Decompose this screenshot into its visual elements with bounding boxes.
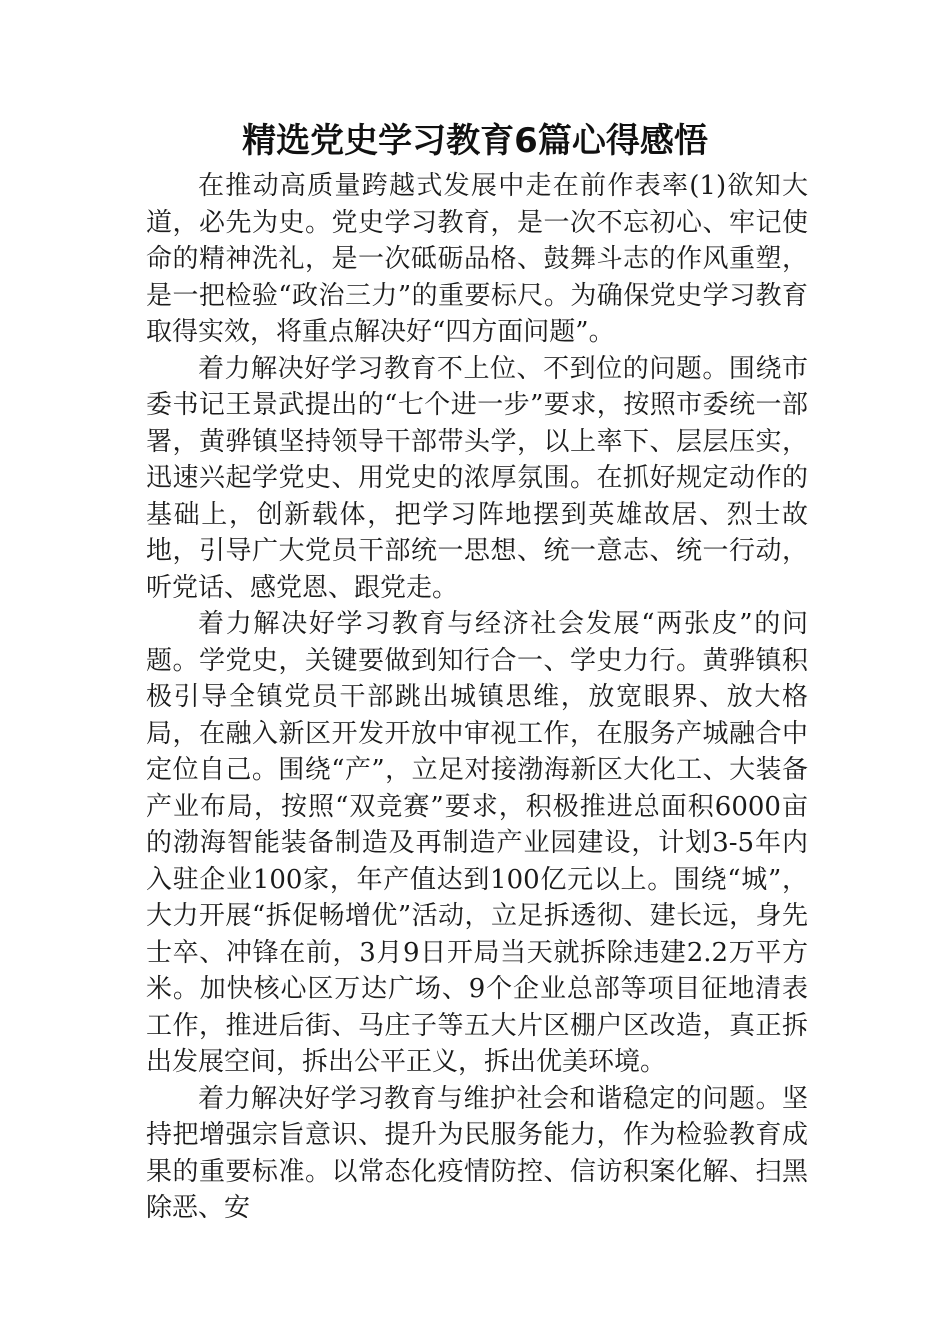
paragraph: 着力解决好学习教育与维护社会和谐稳定的问题。坚持把增强宗旨意识、提升为民服务能力，作为检验教育成果的重要标准。以常态化疫情防控、信访积案化解、扫黑除恶、安 xyxy=(146,1083,808,1223)
paragraph: 着力解决好学习教育与经济社会发展“两张皮”的问题。学党史，关键要做到知行合一、学史力行。黄骅镇积极引导全镇党员干部跳出城镇思维，放宽眼界、放大格局，在融入新区开发开放中审视工作，在服务产城融合中定位自己。围绕“产”，立足对接渤海新区大化工、大装备产业布局，按照“双竞赛”要求，积极推进总面积6000亩的渤海智能装备制造及再制造产业园建设，计划3-5年内入驻企业100家，年产值达到100亿元以上。围绕“城”，大力开展“拆促畅增优”活动，立足拆透彻、建长远，身先士卒、冲锋在前，3月9日开局当天就拆除违建2.2万平方米。加快核心区万达广场、9个企业总部等项目征地清表工作，推进后街、马庄子等五大片区棚户区改造，真正拆出发展空间，拆出公平正义，拆出优美环境。 xyxy=(146,609,808,1077)
paragraph: 着力解决好学习教育不上位、不到位的问题。围绕市委书记王景武提出的“七个进一步”要求，按照市委统一部署，黄骅镇坚持领导干部带头学，以上率下、层层压实，迅速兴起学党史、用党史的浓厚氛围。在抓好规定动作的基础上，创新载体，把学习阵地摆到英雄故居、烈士故地，引导广大党员干部统一思想、统一意志、统一行动，听党话、感党恩、跟党走。 xyxy=(146,353,808,603)
paragraph: 在推动高质量跨越式发展中走在前作表率(1)欲知大道，必先为史。党史学习教育，是一次不忘初心、牢记使命的精神洗礼，是一次砥砺品格、鼓舞斗志的作风重塑，是一把检验“政治三力”的重要标尺。为确保党史学习教育取得实效，将重点解决好“四方面问题”。 xyxy=(146,171,808,347)
document-title: 精选党史学习教育6篇心得感悟 xyxy=(242,121,708,161)
document-body xyxy=(146,168,808,1227)
